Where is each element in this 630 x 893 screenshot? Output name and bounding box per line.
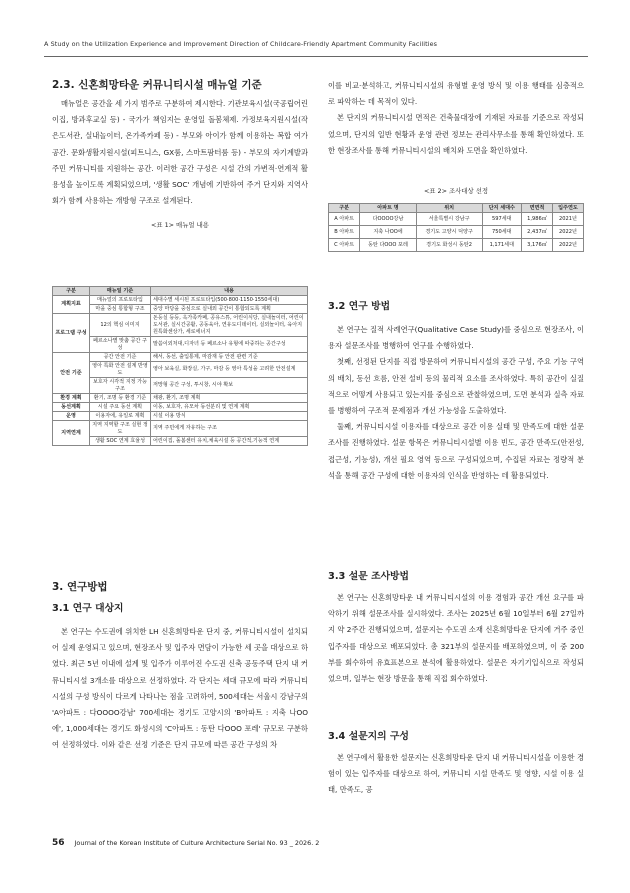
table2-cell: 지축 나OO에 — [360, 226, 416, 239]
right-intro — [328, 78, 584, 159]
table1-content-cell: 세대수별 세시된 프로토타입(500·800·1150·1550세대) — [151, 296, 308, 305]
table2-cell: 750세대 — [482, 226, 521, 239]
table1-header-cell: 구분 — [53, 287, 90, 296]
manual-table — [52, 286, 308, 446]
table1-row — [53, 378, 308, 394]
section-3-4-body — [328, 750, 584, 799]
paragraph: 이를 비교·분석하고, 커뮤니티시설의 유형별 운영 방식 및 이용 행태를 심층적으로 파악하는 데 목적이 있다. — [328, 81, 584, 107]
table2-cell: 3,176㎡ — [521, 239, 552, 252]
table1-criterion-cell: 지역 지역할 구조 실현 정도 — [90, 421, 151, 437]
section-3-2-body — [328, 322, 584, 484]
table1-criterion-cell: 이용자에, 유일로 계획 — [90, 412, 151, 421]
section-2-3-title: 2.3. 신혼희망타운 커뮤니티시설 매뉴얼 기준 — [52, 79, 262, 91]
section-3-3-body — [328, 590, 584, 687]
table1-content-cell: 돈등실 등등, 옥가족카페, 공유스튜, 어린이식당, 실내놀이터, 어린이도서관, 실시간공활, 공동육아, 연유도디데이터, 실외놀이터, 육아지원특화센상가, 세로에너지 — [151, 314, 308, 337]
table1-row — [53, 421, 308, 437]
table1-criterion-cell: 생활 SOC 연계 효율성 — [90, 437, 151, 446]
table1-content-cell: 저망형 공간 구성, 투시창, 시야 확보 — [151, 378, 308, 394]
table1-row — [53, 394, 308, 403]
table1-row — [53, 305, 308, 314]
page-footer — [52, 838, 319, 848]
table1-criterion-cell: 환기, 조명 등 환경 기준 — [90, 394, 151, 403]
section-3-1-body — [52, 624, 308, 754]
table2-row — [329, 213, 584, 226]
section-3-2-title: 3.2 연구 방법 — [328, 301, 391, 312]
table2-header-cell: 구분 — [329, 204, 360, 213]
table1-content-cell: 어린이집, 돌봄센터 유치,체육시설 등 공간적,기능적 연계 — [151, 437, 308, 446]
table1-group-cell: 안전 기준 — [53, 353, 90, 394]
table1-row — [53, 353, 308, 362]
table1-content-cell: 해서, 동선, 출입통제, 마감재 등 안전 관련 기준 — [151, 353, 308, 362]
table1-criterion-cell: 시설 주요 동선 계획 — [90, 403, 151, 412]
section-3-2 — [328, 300, 584, 484]
table2-cell: 1,986㎡ — [521, 213, 552, 226]
paragraph: 본 단지의 커뮤니티시설 면적은 건축물대장에 기재된 자료를 기준으로 작성되었으며, 단지의 일반 현황과 운영 관련 정보는 관리사무소를 통해 확인하였다. 또한 현장조사를 통해 커뮤니티시설의 배치와 도면을 확인하였다. — [328, 113, 584, 155]
survey-target-table — [328, 203, 584, 252]
table2-cell: 597세대 — [482, 213, 521, 226]
table2-cell: A 아파트 — [329, 213, 360, 226]
section-3-3 — [328, 570, 584, 687]
table2-cell: 2022년 — [552, 226, 583, 239]
paragraph: 매뉴얼은 공간을 세 가지 범주로 구분하여 제시한다. 기관보육시설(국공립어린이집, 방과후교실 등) - 국가가 책임지는 운영일 돌봄체제. 가정보육지원시설(작은도서관, 실내놀이터, 온가족카페 등) - 부모와 아이가 함께 이용하는 복합 여가공간. 문화생활지원시설(피트니스, GX룸, 스마트팜터룸 등) - 부모의 자기계발과 주민 커뮤니티를 지원하는 공간. 이러한 공간 구성은 시설 간의 가변적·연계적 활용성을 높이도록 계획되었으며, '생활 SOC' 개념에 기반하여 주거 단지와 지역사회가 함께 사용하는 개방형 구조로 설계된다. — [52, 99, 308, 206]
table1-row — [53, 314, 308, 337]
table2-cell: 2021년 — [552, 213, 583, 226]
table1-row — [53, 403, 308, 412]
table1-group-cell: 지역연계 — [53, 421, 90, 446]
table2-header-cell: 면면적 — [521, 204, 552, 213]
paragraph: 본 연구는 수도권에 위치한 LH 신혼희망타운 단지 중, 커뮤니티시설이 설치되어 실제 운영되고 있으며, 현장조사 및 입주자 면담이 가능한 세 곳을 대상으로 하였다. 최근 5년 이내에 설계 및 입주가 이루어진 수도권 신축 공동주택 단지 내 커뮤니티시설 3개소를 대상으로 선정하였다. 각 단지는 세대 규모에 따라 커뮤니티시설의 구성 방식이 다르게 나타나는 점을 고려하여, 500세대는 서울시 강남구의 'A아파트 : 다OOOO강남' 700세대는 경기도 고양시의 'B아파트 : 지축 나OO에', 1,000세대는 경기도 화성시의 'C아파트 : 동탄 다OOO 포레' 규모로 구분하여 선정하였다. 이와 같은 선정 기준은 단지 규모에 따른 공간 구성의 차 — [52, 627, 308, 750]
table1-criterion-cell: 보호자 시각적 지정 가능 구조 — [90, 378, 151, 394]
table1-row — [53, 412, 308, 421]
table2-cell: 1,171세대 — [482, 239, 521, 252]
table2-header-cell: 입주연도 — [552, 204, 583, 213]
table2-header-cell: 위치 — [416, 204, 482, 213]
table2-header-cell: 아파트 명 — [360, 204, 416, 213]
table2-cell: B 아파트 — [329, 226, 360, 239]
table2-row — [329, 226, 584, 239]
table1-row — [53, 362, 308, 378]
table1-criterion-cell: 공간 안전 기준 — [90, 353, 151, 362]
paragraph: 본 연구에서 활용한 설문지는 신혼희망타운 단지 내 커뮤니티시설을 이용한 경험이 있는 입주자를 대상으로 하여, 커뮤니티 시설 만족도 및 영향, 시설 이용 실태, 만족도, 공 — [328, 753, 584, 795]
table2-cell: 다OOOO강남 — [360, 213, 416, 226]
table2-row — [329, 239, 584, 252]
table1-group-cell: 운영 — [53, 412, 90, 421]
running-header: A Study on the Utilization Experience and Improvement Direction of Childcare-Friendly Apartment Community Facilities — [44, 40, 438, 48]
table2-cell: 경기도 고양시 덕양구 — [416, 226, 482, 239]
table1-content-cell: 채광, 환기, 조명 계획 — [151, 394, 308, 403]
table1-criterion-cell: 페르소나별 맞춤 공간 구성 — [90, 337, 151, 353]
section-3-4 — [328, 730, 584, 799]
table1-group-cell: 환경 계획 — [53, 394, 90, 403]
table2-header-cell: 단지 세대수 — [482, 204, 521, 213]
section-3-3-title: 3.3 설문 조사방법 — [328, 571, 409, 582]
table2-cell: 동탄 다OOO 포레 — [360, 239, 416, 252]
table1-content-cell: 지역 주민에게 자유하는 구조 — [151, 421, 308, 437]
table1-group-cell: 프로그램 구성 — [53, 314, 90, 353]
section-3-title: 3. 연구방법 — [52, 581, 108, 593]
table2-caption: <표 2> 조사대상 선정 — [423, 187, 489, 195]
table1-group-cell: 계획지표 — [53, 296, 90, 314]
section-2-3-body — [52, 96, 308, 209]
table1-content-cell: 시설 이용 방식 — [151, 412, 308, 421]
table2-cell: 서울특별시 강남구 — [416, 213, 482, 226]
section-3 — [52, 580, 308, 754]
paragraph: 본 연구는 신혼희망타운 내 커뮤니티시설의 이용 경험과 공간 개선 요구를 파악하기 위해 설문조사를 실시하였다. 조사는 2025년 6월 10일부터 6월 27일까지 약 2주간 진행되었으며, 설문지는 수도권 소재 신혼희망타운 단지에 거주 중인 입주자를 대상으로 배포되었다. 총 321부의 설문지를 배포하였으며, 이 중 200부를 회수하여 유효표본으로 분석에 활용하였다. 설문은 자기기입식으로 작성되었으며, 일부는 현장 방문을 통해 직접 회수하였다. — [328, 593, 584, 684]
table2-cell: 2022년 — [552, 239, 583, 252]
table1-header-cell: 매뉴얼 기준 — [90, 287, 151, 296]
table1-criterion-cell: 12의 핵심 이미지 — [90, 314, 151, 337]
table1-content-cell: 영아 보육실, 화장실, 가구, 마감 등 영아 특성을 고려한 안전설계 — [151, 362, 308, 378]
table1-content-cell: 이동, 보호자, 유모차 동선분리 및 연계 계획 — [151, 403, 308, 412]
section-3-4-title: 3.4 설문지의 구성 — [328, 731, 409, 742]
journal-info: Journal of the Korean Institute of Culture Architecture Serial No. 93 _ 2026. 2 — [74, 839, 320, 847]
page-number: 56 — [52, 838, 65, 848]
paragraph: 둘째, 커뮤니티시설 이용자를 대상으로 공간 이용 실태 및 만족도에 대한 설문조사를 진행하였다. 설문 항목은 커뮤니티시설별 이용 빈도, 공간 만족도(안전성, 접근성, 기능성), 개선 필요 영역 등으로 구성되었으며, 수집된 자료는 정량적 분석을 통해 공간 구성에 대한 이용자의 인식을 반영하는 데 활용되었다. — [328, 422, 584, 480]
table1-content-cell: 말씀이외처대,디자녀 등 페르소나 유형에 따중하는 공간구성 — [151, 337, 308, 353]
section-2-3 — [52, 78, 308, 234]
section-3-1-title: 3.1 연구 대상지 — [52, 603, 124, 614]
table1-header-cell: 내용 — [151, 287, 308, 296]
paragraph: 첫째, 선정된 단지를 직접 방문하여 커뮤니티시설의 공간 구성, 주요 기능 구역의 배치, 동선 흐름, 안전 설비 등의 물리적 요소를 조사하였다. 특히 공간이 실질적으로 어떻게 사용되고 있는지를 중심으로 관찰하였으며, 도면 분석과 실측 자료를 병행하여 구조적 문제점과 개선 가능성을 도출하였다. — [328, 357, 584, 416]
table1-content-cell: 중앙 마당을 중심으로 실내외 공간이 통합되도록 계획 — [151, 305, 308, 314]
table1-group-cell: 동선계획 — [53, 403, 90, 412]
header-rule — [44, 56, 588, 57]
table2-cell: 2,437㎡ — [521, 226, 552, 239]
table2-cell: C 아파트 — [329, 239, 360, 252]
paragraph: 본 연구는 질적 사례연구(Qualitative Case Study)를 중심으로 현장조사, 이용자 설문조사를 병행하여 연구를 수행하였다. — [328, 325, 584, 351]
table1-caption: <표 1> 매뉴얼 내용 — [151, 221, 209, 230]
table1-criterion-cell: 영아 특화 안전 설계 반영도 — [90, 362, 151, 378]
table1-row — [53, 296, 308, 305]
table1-criterion-cell: 마을 중심 통합형 구조 — [90, 305, 151, 314]
table1-criterion-cell: 매뉴얼의 프로토타입 — [90, 296, 151, 305]
table1-row — [53, 437, 308, 446]
table1-row — [53, 337, 308, 353]
table2-cell: 경기도 화성시 동탄2 — [416, 239, 482, 252]
